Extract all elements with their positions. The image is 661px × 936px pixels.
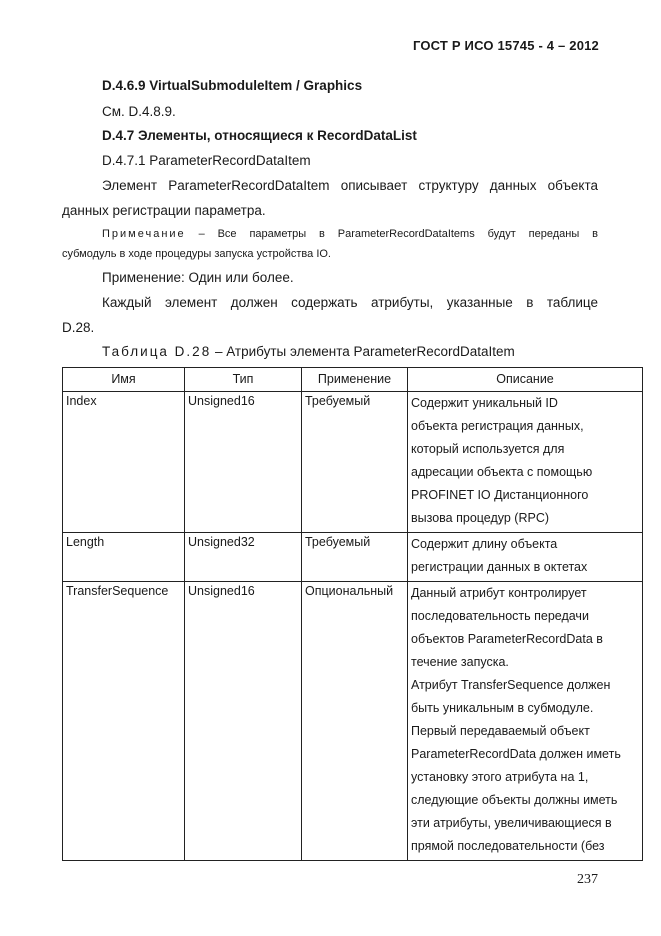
table-row <box>63 582 643 861</box>
description-line: Данный атрибут контролирует <box>411 586 587 600</box>
description-line: Содержит уникальный ID <box>411 396 558 410</box>
description-line: Содержит длину объекта <box>411 537 558 551</box>
column-header-name: Имя <box>63 368 185 392</box>
description-line: быть уникальным в субмодуле. <box>411 701 594 715</box>
paragraph-attributes-line-1: Каждый элемент должен содержать атрибуты, указанные в таблице <box>102 295 598 310</box>
description-line: эти атрибуты, увеличивающиеся в <box>411 816 612 830</box>
section-heading-d471: D.4.7.1 ParameterRecordDataItem <box>102 153 311 168</box>
description-line: Атрибут TransferSequence должен <box>411 678 611 692</box>
cell-type: Unsigned16 <box>185 392 302 533</box>
description-line: ParameterRecordData должен иметь <box>411 747 621 761</box>
description-line: регистрации данных в октетах <box>411 560 588 574</box>
usage-statement: Применение: Один или более. <box>102 270 294 285</box>
description-line: последовательность передачи <box>411 609 589 623</box>
cell-type: Unsigned32 <box>185 533 302 582</box>
cell-description <box>408 582 643 861</box>
table-caption-text: – Атрибуты элемента ParameterRecordDataItem <box>211 344 515 359</box>
paragraph-attributes-line-2: D.28. <box>62 320 95 335</box>
cell-usage: Требуемый <box>302 533 408 582</box>
section-heading-d469: D.4.6.9 VirtualSubmoduleItem / Graphics <box>102 78 363 93</box>
description-line: Первый передаваемый объект <box>411 724 590 738</box>
section-reference-d469: См. D.4.8.9. <box>102 104 176 119</box>
description-line: объекта регистрация данных, <box>411 419 584 433</box>
cell-name: Index <box>63 392 185 533</box>
table-header-row <box>63 368 643 392</box>
description-line: следующие объекты должны иметь <box>411 793 618 807</box>
cell-usage: Требуемый <box>302 392 408 533</box>
document-header: ГОСТ Р ИСО 15745 - 4 – 2012 <box>412 38 599 53</box>
description-line: PROFINET IO Дистанционного <box>411 488 589 502</box>
section-heading-d47: D.4.7 Элементы, относящиеся к RecordDataList <box>102 128 417 143</box>
cell-usage: Опциональный <box>302 582 408 861</box>
note-line-2: субмодуль в ходе процедуры запуска устройства IO. <box>62 248 331 260</box>
description-line: течение запуска. <box>411 655 509 669</box>
description-line: установку этого атрибута на 1, <box>411 770 589 784</box>
description-line: прямой последовательности (без <box>411 839 605 853</box>
cell-name: TransferSequence <box>63 582 185 861</box>
table-row <box>63 392 643 533</box>
note-line-1 <box>102 228 598 240</box>
description-line: который используется для <box>411 442 565 456</box>
table-caption <box>102 344 515 359</box>
description-line: вызова процедур (RPC) <box>411 511 550 525</box>
column-header-type: Тип <box>185 368 302 392</box>
cell-name: Length <box>63 533 185 582</box>
description-line: адресации объекта с помощью <box>411 465 593 479</box>
column-header-usage: Применение <box>302 368 408 392</box>
note-text: – Все параметры в ParameterRecordDataItems будут переданы в <box>185 228 598 240</box>
column-header-description: Описание <box>408 368 643 392</box>
page-number: 237 <box>577 872 598 887</box>
table-row <box>63 533 643 582</box>
note-label: Примечание <box>102 228 186 240</box>
attributes-table <box>62 367 643 861</box>
cell-description <box>408 533 643 582</box>
paragraph-description-line-2: данных регистрации параметра. <box>62 203 266 218</box>
description-line: объектов ParameterRecordData в <box>411 632 603 646</box>
cell-type: Unsigned16 <box>185 582 302 861</box>
cell-description <box>408 392 643 533</box>
paragraph-description-line-1: Элемент ParameterRecordDataItem описывает структуру данных объекта <box>102 178 598 193</box>
table-caption-label: Таблица D.28 <box>102 344 212 359</box>
